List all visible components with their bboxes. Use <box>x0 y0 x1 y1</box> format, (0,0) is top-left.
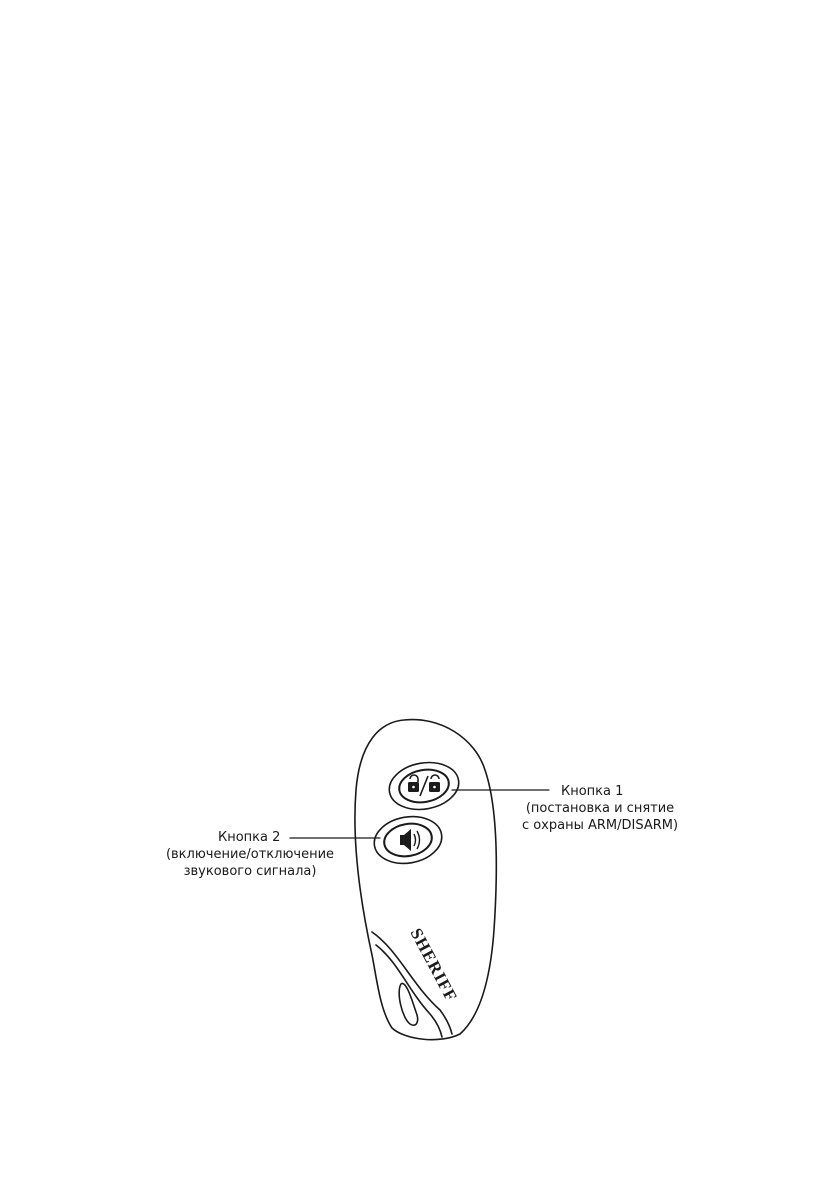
button-2-desc-line-2: звукового сигнала) <box>183 864 317 879</box>
key-ring-slot <box>399 983 417 1025</box>
button-1-callout <box>470 783 730 834</box>
fob-body <box>355 720 496 1040</box>
button-2-callout <box>150 829 350 880</box>
button-1-desc-line-1: (постановка и снятие <box>525 801 675 816</box>
lock-unlock-icon <box>408 775 440 796</box>
speaker-icon <box>400 829 420 851</box>
button-2-desc-line-1: (включение/отключение <box>165 847 335 862</box>
button-1-title: Кнопка 1 <box>561 784 624 799</box>
button-2-title: Кнопка 2 <box>218 830 281 845</box>
button-1-desc-line-2: с охраны ARM/DISARM) <box>521 818 679 833</box>
brand-logo: SHERIFF <box>406 924 462 1006</box>
